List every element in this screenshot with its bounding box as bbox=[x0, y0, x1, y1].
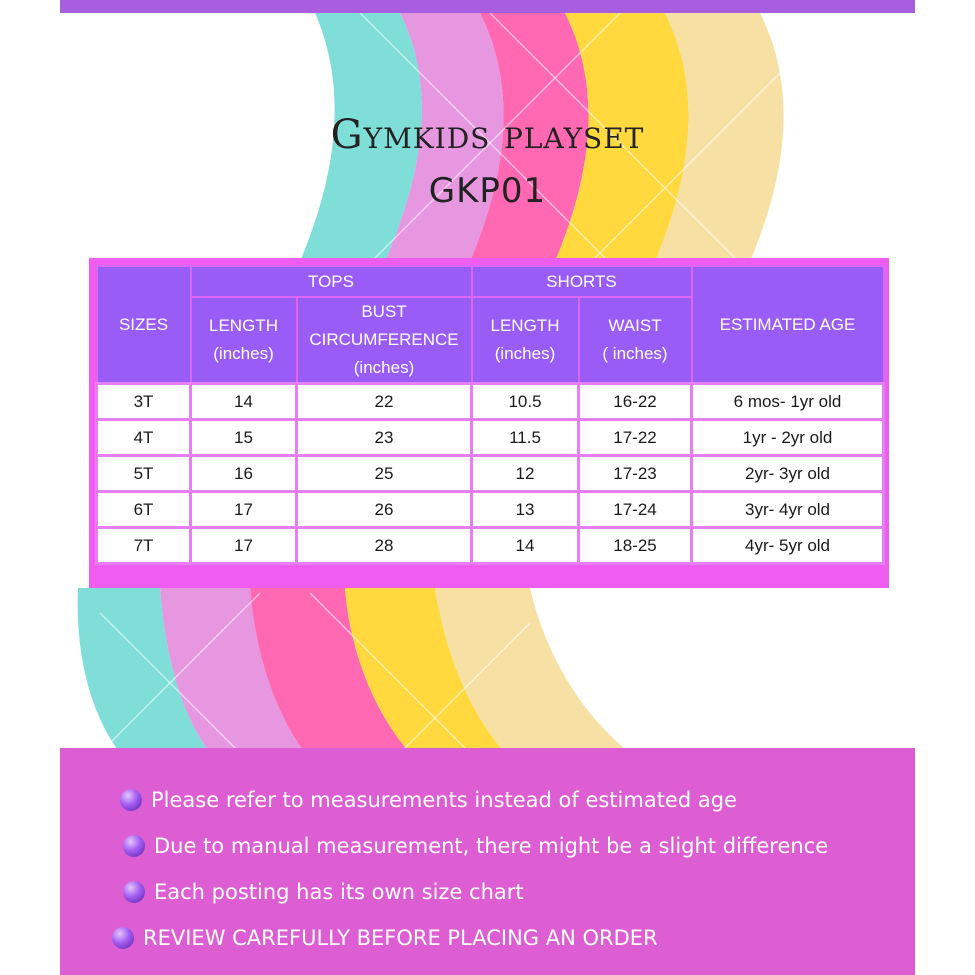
cell-tops-length: 16 bbox=[191, 456, 297, 492]
header-shorts-length: LENGTH (inches) bbox=[472, 297, 579, 384]
size-chart-card bbox=[60, 0, 915, 975]
cell-size: 7T bbox=[97, 528, 191, 564]
table-row bbox=[97, 528, 884, 564]
table-row bbox=[97, 384, 884, 420]
cell-shorts-waist: 17-23 bbox=[579, 456, 692, 492]
cell-tops-bust: 25 bbox=[297, 456, 472, 492]
notes-panel bbox=[60, 748, 915, 975]
top-accent-bar bbox=[60, 0, 915, 13]
cell-shorts-length: 11.5 bbox=[472, 420, 579, 456]
header-tops-length: LENGTH (inches) bbox=[191, 297, 297, 384]
cell-size: 5T bbox=[97, 456, 191, 492]
cell-size: 4T bbox=[97, 420, 191, 456]
table-row bbox=[97, 420, 884, 456]
table-row bbox=[97, 456, 884, 492]
cell-shorts-length: 14 bbox=[472, 528, 579, 564]
header-sizes: SIZES bbox=[97, 266, 191, 384]
cell-estimated-age: 4yr- 5yr old bbox=[692, 528, 884, 564]
cell-shorts-waist: 17-22 bbox=[579, 420, 692, 456]
table-row bbox=[97, 492, 884, 528]
cell-shorts-waist: 16-22 bbox=[579, 384, 692, 420]
purple-ball-icon bbox=[112, 927, 134, 949]
note-item bbox=[123, 880, 524, 904]
product-code: GKP01 bbox=[428, 171, 547, 211]
cell-tops-bust: 28 bbox=[297, 528, 472, 564]
note-text: Due to manual measurement, there might be a slight difference bbox=[154, 834, 829, 858]
header-tops: TOPS bbox=[191, 266, 472, 297]
cell-estimated-age: 6 mos- 1yr old bbox=[692, 384, 884, 420]
cell-estimated-age: 1yr - 2yr old bbox=[692, 420, 884, 456]
size-table bbox=[95, 265, 885, 565]
cell-tops-length: 17 bbox=[191, 528, 297, 564]
cell-tops-bust: 22 bbox=[297, 384, 472, 420]
header-shorts-waist: WAIST ( inches) bbox=[579, 297, 692, 384]
cell-tops-bust: 23 bbox=[297, 420, 472, 456]
cell-estimated-age: 2yr- 3yr old bbox=[692, 456, 884, 492]
cell-shorts-length: 10.5 bbox=[472, 384, 579, 420]
cell-shorts-waist: 17-24 bbox=[579, 492, 692, 528]
note-item bbox=[123, 834, 828, 858]
lower-swirl bbox=[78, 588, 630, 753]
cell-shorts-length: 13 bbox=[472, 492, 579, 528]
product-title: Gymkids playset bbox=[330, 112, 645, 158]
cell-size: 3T bbox=[97, 384, 191, 420]
cell-tops-length: 14 bbox=[191, 384, 297, 420]
purple-ball-icon bbox=[123, 835, 145, 857]
purple-ball-icon bbox=[120, 789, 142, 811]
cell-shorts-length: 12 bbox=[472, 456, 579, 492]
cell-tops-length: 17 bbox=[191, 492, 297, 528]
size-table-frame bbox=[89, 258, 889, 588]
header-shorts: SHORTS bbox=[472, 266, 692, 297]
note-text: REVIEW CAREFULLY BEFORE PLACING AN ORDER bbox=[143, 926, 658, 950]
cell-shorts-waist: 18-25 bbox=[579, 528, 692, 564]
note-text: Each posting has its own size chart bbox=[154, 880, 524, 904]
note-item bbox=[120, 788, 737, 812]
purple-ball-icon bbox=[123, 881, 145, 903]
note-item bbox=[112, 926, 658, 950]
cell-tops-bust: 26 bbox=[297, 492, 472, 528]
header-tops-bust: BUST CIRCUMFERENCE (inches) bbox=[297, 297, 472, 384]
cell-tops-length: 15 bbox=[191, 420, 297, 456]
cell-estimated-age: 3yr- 4yr old bbox=[692, 492, 884, 528]
header-estimated-age: ESTIMATED AGE bbox=[692, 266, 884, 384]
note-text: Please refer to measurements instead of estimated age bbox=[151, 788, 737, 812]
cell-size: 6T bbox=[97, 492, 191, 528]
